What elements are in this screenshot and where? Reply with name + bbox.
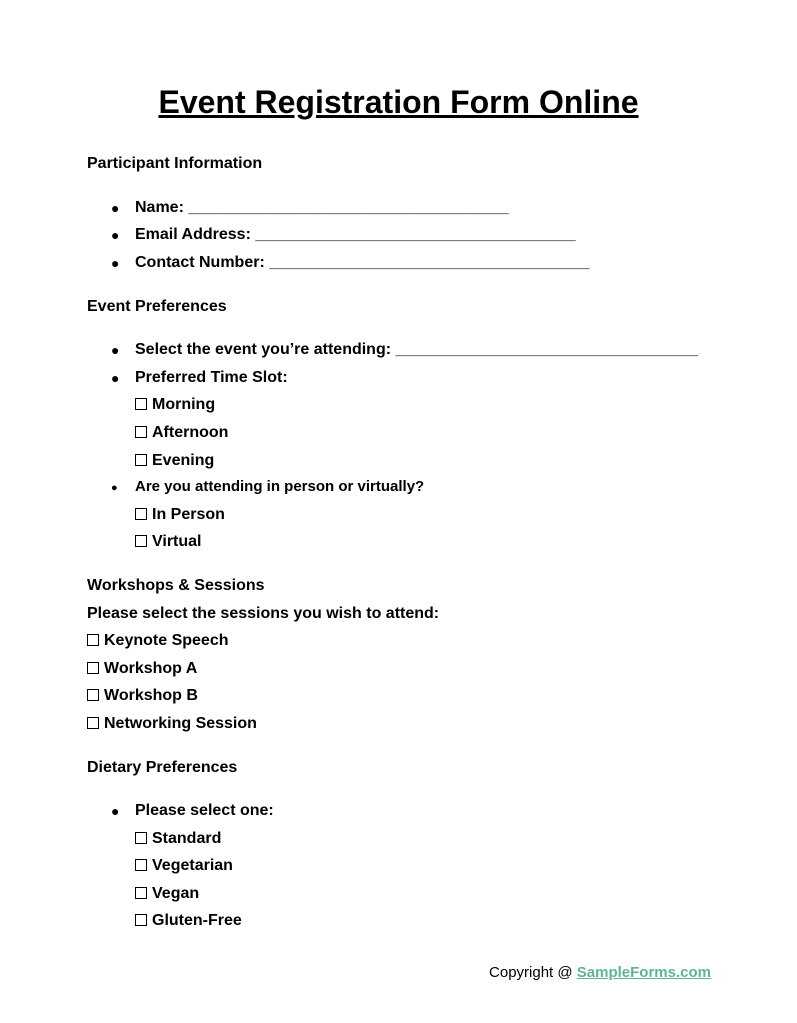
checkbox-icon[interactable] <box>135 887 147 899</box>
checkbox-workshop-b[interactable] <box>87 686 198 706</box>
checkbox-gluten-free[interactable] <box>135 911 242 931</box>
checkbox-icon[interactable] <box>135 454 147 466</box>
checkbox-label: Workshop A <box>104 660 198 677</box>
checkbox-label: In Person <box>152 506 225 523</box>
checkbox-icon[interactable] <box>135 508 147 520</box>
attending-mode-label: Are you attending in person or virtually? <box>135 478 425 495</box>
bullet-icon: ● <box>111 370 120 386</box>
dietary-prompt: Please select one: <box>135 802 274 819</box>
checkbox-in-person[interactable] <box>135 505 225 525</box>
bullet-icon: ● <box>111 200 120 216</box>
checkbox-icon[interactable] <box>87 689 99 701</box>
checkbox-vegetarian[interactable] <box>135 856 233 876</box>
checkbox-label: Keynote Speech <box>104 632 229 649</box>
checkbox-afternoon[interactable] <box>135 423 228 443</box>
section-heading-participant: Participant Information <box>87 155 263 172</box>
bullet-icon: ● <box>111 482 118 494</box>
checkbox-keynote[interactable] <box>87 631 228 651</box>
checkbox-icon[interactable] <box>135 914 147 926</box>
checkbox-morning[interactable] <box>135 395 215 415</box>
checkbox-evening[interactable] <box>135 451 214 471</box>
email-field-label[interactable]: Email Address: ____________________________________ <box>135 226 576 243</box>
checkbox-icon[interactable] <box>135 859 147 871</box>
section-heading-dietary: Dietary Preferences <box>87 759 238 776</box>
checkbox-icon[interactable] <box>135 535 147 547</box>
checkbox-label: Afternoon <box>152 424 229 441</box>
bullet-icon: ● <box>111 342 120 358</box>
page-title: Event Registration Form Online <box>158 84 639 120</box>
checkbox-icon[interactable] <box>135 426 147 438</box>
checkbox-icon[interactable] <box>87 717 99 729</box>
checkbox-label: Networking Session <box>104 715 257 732</box>
checkbox-label: Standard <box>152 830 222 847</box>
checkbox-icon[interactable] <box>87 662 99 674</box>
checkbox-label: Workshop B <box>104 687 198 704</box>
copyright-text: Copyright @ <box>489 964 577 981</box>
checkbox-icon[interactable] <box>135 398 147 410</box>
checkbox-workshop-a[interactable] <box>87 659 197 679</box>
checkbox-label: Vegan <box>152 885 200 902</box>
section-heading-event: Event Preferences <box>87 298 227 315</box>
bullet-icon: ● <box>111 803 120 819</box>
time-slot-label: Preferred Time Slot: <box>135 369 288 386</box>
section-heading-workshops: Workshops & Sessions <box>87 577 265 594</box>
event-select-field[interactable]: Select the event you’re attending: __________________________________ <box>135 341 699 358</box>
name-field-label[interactable]: Name: ____________________________________ <box>135 199 509 216</box>
checkbox-icon[interactable] <box>87 634 99 646</box>
checkbox-virtual[interactable] <box>135 532 202 552</box>
checkbox-label: Virtual <box>152 533 202 550</box>
footer-copyright <box>489 963 711 983</box>
checkbox-label: Vegetarian <box>152 857 233 874</box>
contact-field-label[interactable]: Contact Number: ____________________________________ <box>135 254 590 271</box>
checkbox-icon[interactable] <box>135 832 147 844</box>
checkbox-vegan[interactable] <box>135 884 199 904</box>
checkbox-standard[interactable] <box>135 829 221 849</box>
checkbox-label: Gluten-Free <box>152 912 242 929</box>
workshops-prompt: Please select the sessions you wish to attend: <box>87 605 440 622</box>
bullet-icon: ● <box>111 227 120 243</box>
sampleforms-link[interactable]: SampleForms.com <box>576 964 711 981</box>
checkbox-networking[interactable] <box>87 714 257 734</box>
checkbox-label: Evening <box>152 452 215 469</box>
checkbox-label: Morning <box>152 396 216 413</box>
bullet-icon: ● <box>111 255 120 271</box>
